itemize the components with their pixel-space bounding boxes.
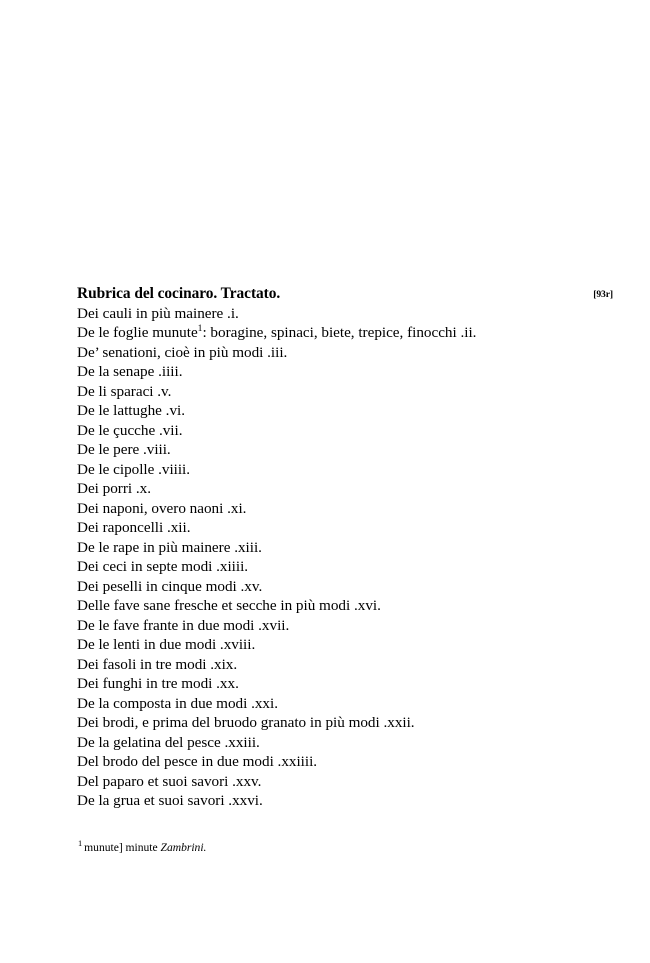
toc-entry-text: De’ senationi, cioè in più modi .iii.: [77, 343, 288, 361]
toc-entry-text: Dei raponcelli .xii.: [77, 519, 191, 536]
toc-entry: [77, 518, 613, 538]
table-of-contents: [77, 304, 613, 811]
toc-entry-text: De le pere .viii.: [77, 441, 171, 458]
toc-entry-text: Dei fasoli in tre modi .xix.: [77, 655, 238, 673]
toc-entry-text: De le fave frante in due modi .xvii.: [77, 616, 290, 634]
toc-entry: [77, 440, 613, 460]
toc-entry: [77, 421, 613, 441]
toc-entry: [77, 460, 613, 480]
toc-entry: [77, 791, 613, 811]
toc-entry: [77, 538, 613, 558]
toc-entry-text: De li sparaci .v.: [77, 382, 172, 400]
toc-entry: [77, 713, 613, 733]
toc-entry: [77, 479, 613, 499]
footnote-source: Zambrini.: [160, 841, 207, 854]
toc-entry-text: De le foglie munute: [77, 324, 198, 341]
toc-entry: [77, 401, 613, 421]
toc-entry-text: Dei cauli in più mainere .i.: [77, 304, 239, 322]
toc-entry: [77, 596, 613, 616]
toc-entry-text: Dei peselli in cinque modi .xv.: [77, 577, 263, 595]
toc-entry-text: De le çucche .vii.: [77, 421, 183, 439]
page-title: Rubrica del cocinaro. Tractato.: [77, 285, 281, 302]
footnote-reference[interactable]: 1: [197, 322, 203, 334]
toc-entry: [77, 499, 613, 519]
toc-entry: [77, 616, 613, 636]
toc-entry: [77, 343, 613, 363]
toc-entry-text: Dei porri .x.: [77, 480, 151, 497]
text-block: [77, 284, 613, 811]
toc-entry-text: Dei brodi, e prima del bruodo granato in più modi .xxii.: [77, 714, 415, 731]
toc-entry-text: De le lattughe .vi.: [77, 402, 186, 419]
toc-entry-text: Dei naponi, overo naoni .xi.: [77, 499, 247, 517]
toc-entry: [77, 557, 613, 577]
heading-row: [77, 284, 613, 304]
toc-entry-text-continued: : boragine, spinaci, biete, trepice, finocchi .ii.: [202, 324, 477, 341]
toc-entry: [77, 674, 613, 694]
toc-entry: [77, 772, 613, 792]
toc-entry-text: De la grua et suoi savori .xxvi.: [77, 792, 263, 809]
toc-entry: [77, 733, 613, 753]
toc-entry: [77, 362, 613, 382]
toc-entry: [77, 694, 613, 714]
toc-entry-text: Delle fave sane fresche et secche in più modi .xvi.: [77, 597, 381, 614]
toc-entry: [77, 752, 613, 772]
toc-entry-text: Del paparo et suoi savori .xxv.: [77, 772, 262, 790]
toc-entry-text: De la senape .iiii.: [77, 363, 183, 380]
toc-entry-text: De la composta in due modi .xxi.: [77, 694, 278, 712]
toc-entry: [77, 655, 613, 675]
toc-entry-text: Del brodo del pesce in due modi .xxiiii.: [77, 753, 318, 770]
folio-marker: [93r]: [593, 289, 613, 300]
footnote-lemma: munute] minute: [84, 841, 161, 854]
footnote: [78, 840, 578, 855]
toc-entry: [77, 304, 613, 324]
toc-entry: [77, 382, 613, 402]
toc-entry-text: De la gelatina del pesce .xxiii.: [77, 733, 260, 751]
toc-entry: [77, 323, 613, 343]
toc-entry-text: De le rape in più mainere .xiii.: [77, 538, 262, 556]
toc-entry-text: Dei ceci in septe modi .xiiii.: [77, 558, 249, 575]
footnote-area: [78, 840, 578, 855]
toc-entry-text: De le cipolle .viiii.: [77, 460, 191, 478]
footnote-number: 1: [78, 839, 83, 849]
toc-entry: [77, 577, 613, 597]
toc-entry-text: De le lenti in due modi .xviii.: [77, 636, 256, 653]
toc-entry-text: Dei funghi in tre modi .xx.: [77, 675, 239, 692]
toc-entry: [77, 635, 613, 655]
